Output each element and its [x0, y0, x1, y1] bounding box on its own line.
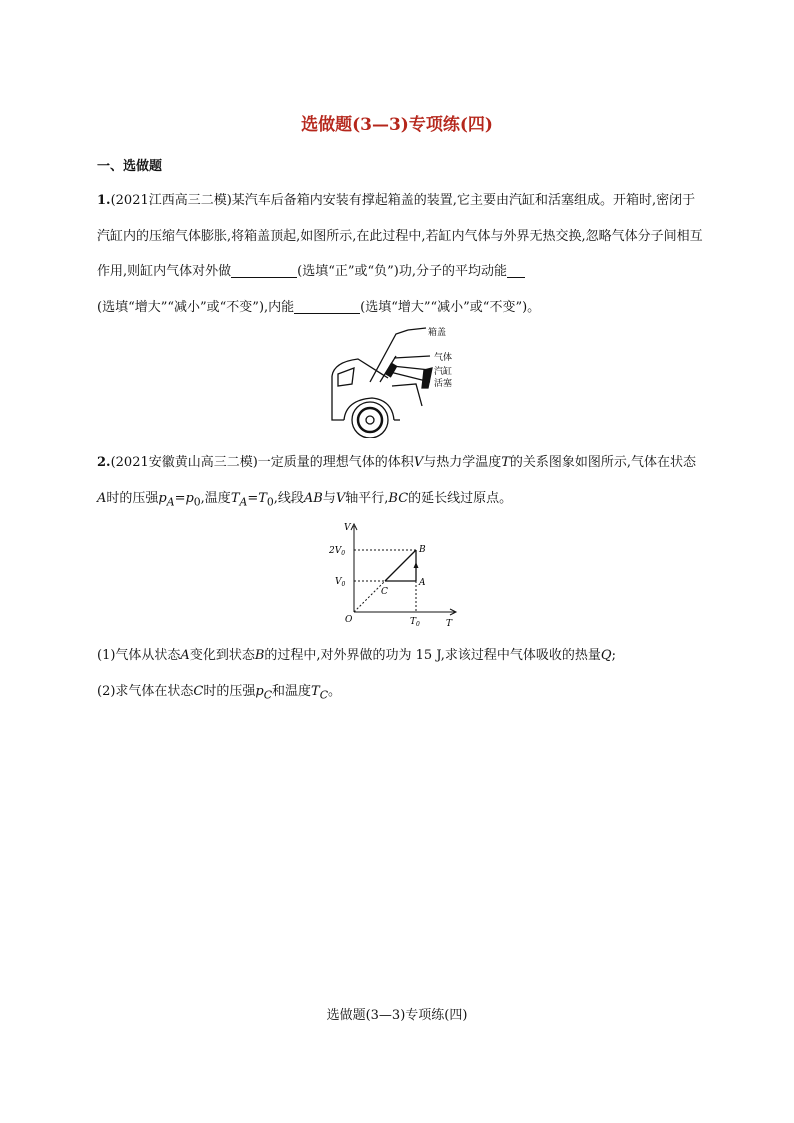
eq-p0: =p: [174, 490, 194, 506]
sub1-text-b: 变化到状态: [189, 648, 255, 663]
car-trunk-figure: [330, 326, 470, 438]
point-b-label: B: [419, 545, 426, 555]
question-1-text-b: (选填“正”或“负”)功,分子的平均动能: [297, 264, 508, 279]
arrow-up-icon: [414, 562, 419, 568]
temp-a: T: [230, 490, 240, 506]
page-footer: 选做题(3—3)专项练(四): [326, 1008, 468, 1023]
pressure-a: p: [158, 490, 167, 506]
origin-label: O: [345, 615, 353, 625]
question-2-text-h: 轴平行,: [345, 490, 389, 506]
question-2-text-e: ,温度: [200, 490, 231, 506]
question-2-text-d: 时的压强: [106, 490, 159, 506]
tick-t0: $T_0$: [410, 617, 420, 628]
question-2-text-f: ,线段: [273, 490, 304, 506]
var-t: T: [501, 455, 510, 470]
label-cylinder: 汽缸: [434, 367, 453, 377]
sub1-text-c: 的过程中,对外界做的功为 15 J,求该过程中气体吸收的热量: [264, 648, 601, 663]
segment-bc: BC: [388, 490, 409, 506]
question-2-part-2: [97, 682, 705, 706]
axis-v-label: V: [344, 523, 351, 533]
axis-t-label: T: [446, 619, 453, 629]
sub2-text-b: 时的压强: [203, 684, 256, 699]
label-piston: 活塞: [434, 379, 453, 389]
sub1-var-a: A: [180, 648, 190, 663]
question-1-text-a: (2021江西高三二模)某汽车后备箱内安装有撑起箱盖的装置,它主要由汽缸和活塞组成。开箱时,密闭于汽缸内的压缩气体膨胀,将箱盖顶起,如图所示,在此过程中,若缸内气体与外界无热交换,忽略气体分子间相互作用,则缸内气体对外做: [97, 193, 703, 279]
sub1-text-d: ;: [611, 648, 616, 663]
question-1-number: 1.: [97, 193, 111, 208]
tick-v0: $V_0$: [335, 577, 346, 588]
pressure-a-sub: A: [166, 495, 175, 509]
eq-t0-sub: 0: [266, 495, 274, 509]
var-v: V: [413, 455, 424, 470]
section-heading: 一、选做题: [97, 159, 163, 174]
answer-blank-3[interactable]: [294, 299, 360, 314]
sub2-var-p-sub: C: [263, 688, 273, 702]
temp-a-sub: A: [239, 495, 248, 509]
question-2-number: 2.: [97, 455, 111, 470]
sub2-var-t-sub: C: [319, 688, 328, 702]
label-gas: 气体: [434, 353, 453, 363]
question-1-text-d: (选填“增大”“减小”或“不变”)。: [360, 299, 541, 315]
question-1-text-c: (选填“增大”“减小”或“不变”),内能: [97, 299, 295, 315]
point-a-label: A: [419, 578, 426, 588]
question-2-text-b: 与热力学温度: [423, 455, 502, 470]
segment-ab: AB: [303, 490, 323, 506]
point-c-label: C: [381, 587, 388, 597]
page-title: 选做题(3—3)专项练(四): [301, 115, 493, 135]
sub1-text-a: (1)气体从状态: [97, 648, 181, 663]
question-2-text-a: (2021安徽黄山高三二模)一定质量的理想气体的体积: [110, 455, 414, 470]
eq-t0: =T: [247, 490, 267, 506]
question-2-text-i: 的延长线过原点。: [408, 490, 513, 506]
sub1-var-b: B: [254, 648, 265, 663]
sub2-text-c: 和温度: [272, 684, 312, 699]
sub2-var-c: C: [193, 684, 204, 699]
sub2-var-t: T: [311, 684, 320, 699]
line-bc: [385, 550, 416, 581]
sub2-var-p: p: [255, 684, 264, 699]
var-v-2: V: [335, 490, 346, 506]
vt-graph: [328, 518, 462, 630]
tick-2v0: $2V_0$: [329, 546, 346, 557]
question-2: [97, 445, 705, 520]
label-lid: 箱盖: [428, 328, 447, 338]
sub1-var-q: Q: [600, 648, 612, 663]
var-a: A: [97, 490, 107, 506]
eq-p0-sub: 0: [193, 495, 201, 509]
answer-blank-1[interactable]: [231, 263, 297, 278]
question-1: [97, 183, 705, 325]
question-2-text-c: 的关系图象如图所示,气体在状态: [509, 455, 697, 470]
question-2-text-g: 与: [322, 490, 336, 506]
question-2-part-1: [97, 646, 705, 666]
sub2-text-d: 。: [328, 684, 342, 699]
sub2-text-a: (2)求气体在状态: [97, 684, 194, 699]
answer-blank-2[interactable]: [507, 263, 525, 278]
